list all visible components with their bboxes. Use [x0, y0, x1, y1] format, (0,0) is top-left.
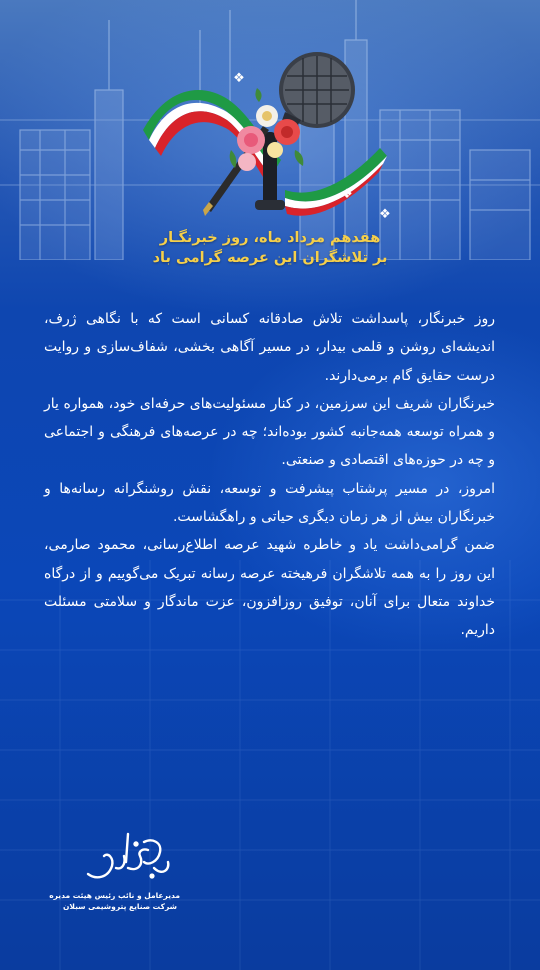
- signature-title-line-2: شرکت صنایع پتروشیمی سبلان: [62, 902, 178, 911]
- paragraph-3: امروز، در مسیر پرشتاب پیشرفت و توسعه، نقش روشنگرانه رسانه‌ها و خبرنگاران بیش از هر زمان دیگری حیاتی و راهگشاست.: [44, 480, 495, 526]
- headline-line-2: بر تلاشگران این عرصه گرامی باد: [152, 250, 388, 266]
- signature-image: [82, 822, 172, 888]
- paragraph-2: خبرنگاران شریف این سرزمین، در کنار مسئولیت‌های حرفه‌ای خود، همواره یار و همراه توسعه همه‌جانبه کشور بوده‌اند؛ چه در عرصه‌های فرهنگی و اجتماعی و چه در حوزه‌های اقتصادی و صنعتی.: [44, 395, 495, 469]
- message-body: [44, 305, 495, 645]
- headline: [100, 228, 440, 268]
- signature-caption: [49, 890, 180, 912]
- paragraph-4: ضمن گرامی‌داشت یاد و خاطره شهید عرصه اطلاع‌رسانی، محمود صارمی، این روز را به همه تلاشگران فرهیخته عرصه رسانه تبریک می‌گوییم و از درگاه خداوند متعال برای آنان، توفیق روزافزون، عزت ماندگار و سلامتی مسئلت داریم.: [44, 537, 495, 639]
- microphone-flag-illustration: [135, 40, 395, 220]
- sparkle-icon: ❖: [341, 187, 353, 202]
- sparkle-icon: ❖: [379, 207, 391, 222]
- headline-line-1: هفدهم مرداد ماه، روز خبرنگـار: [159, 230, 381, 246]
- sparkle-icon: ❖: [233, 71, 245, 86]
- signature-title-line-1: مدیرعامل و نائب رئیس هیئت مدیره: [49, 891, 180, 900]
- paragraph-1: روز خبرنگار، پاسداشت تلاش صادقانه کسانی است که با نگاهی ژرف، اندیشه‌ای روشن و قلمی بیدار، در مسیر آگاهی بخشی، شفاف‌سازی و روایت درست حقایق گام برمی‌دارند.: [44, 311, 495, 384]
